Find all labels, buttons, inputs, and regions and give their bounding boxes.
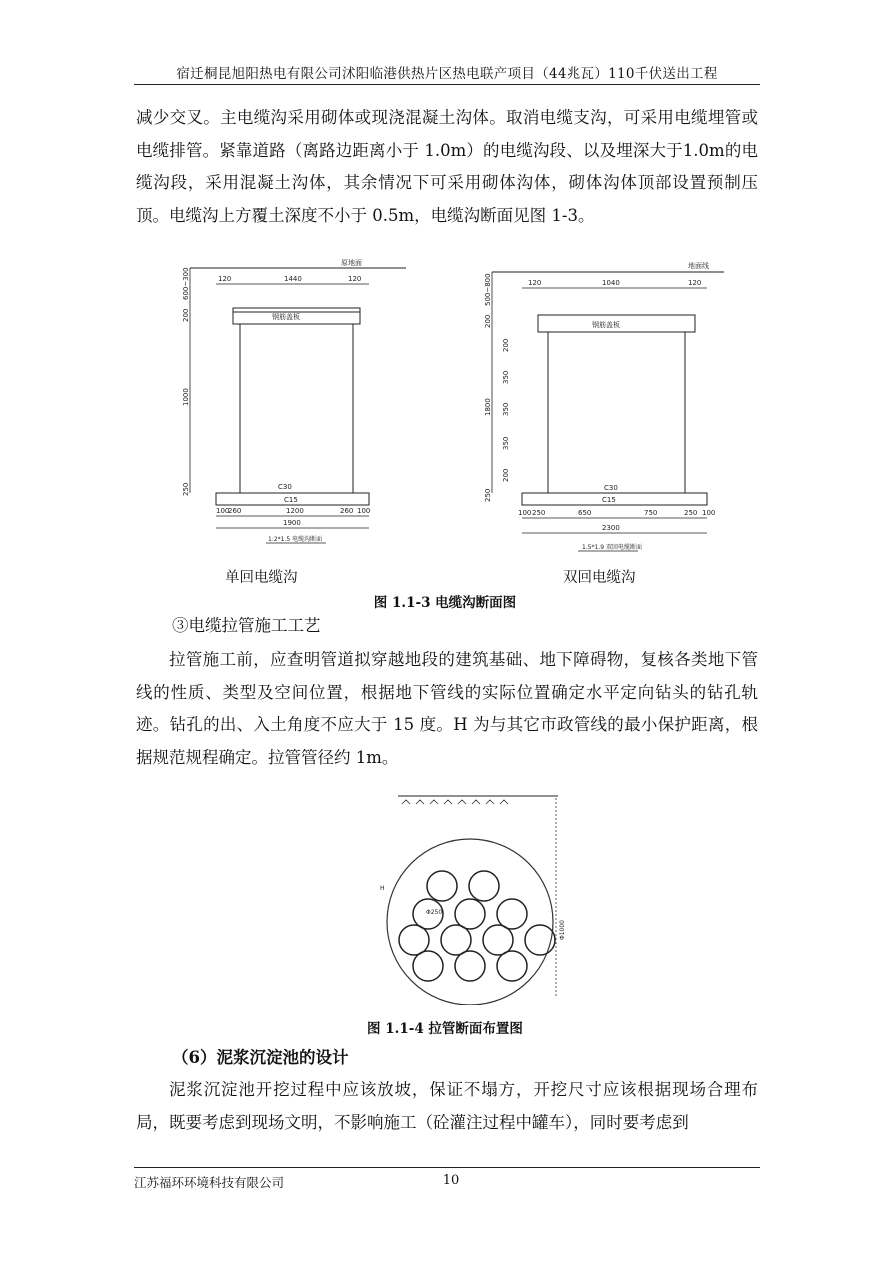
pipe-circle	[483, 925, 513, 955]
dim-left-2: 200	[182, 308, 190, 322]
dim-left-9: 250	[484, 488, 492, 502]
dim-bottom-6: 100	[702, 509, 716, 517]
dim-left-1: 500~800	[484, 273, 492, 306]
dim-bottom-3: 1200	[286, 507, 304, 515]
dim-top-2: 1040	[602, 279, 620, 287]
pipe-label: Φ250	[426, 909, 443, 916]
ground-label: 地面线	[688, 262, 709, 270]
dim-left-8: 1800	[484, 398, 492, 416]
body-paragraph-1: 减少交叉。主电缆沟采用砌体或现浇混凝土沟体。取消电缆支沟，可采用电缆埋管或电缆排管。紧靠道路（离路边距离小于 1.0m）的电缆沟段、以及埋深大于1.0m的电缆沟段，采用混凝土沟体，其余情况下可采用砌体沟体，砌体沟体顶部设置预制压顶。电缆沟上方覆土深度不小于 0.5m，电缆沟断面见图 1-3。	[136, 108, 758, 225]
dim-top-1: 120	[218, 275, 232, 283]
page-header: 宿迁桐昆旭阳热电有限公司沭阳临港供热片区热电联产项目（44兆瓦）110千伏送出工程	[176, 66, 718, 82]
dim-left-3: 1000	[182, 388, 190, 406]
cover-label: 钢筋盖板	[592, 321, 620, 329]
dim-left-4: 250	[182, 482, 190, 496]
dim-top-2: 1440	[284, 275, 302, 283]
dim-bottom-3: 650	[578, 509, 592, 517]
double-trench-drawing	[478, 256, 744, 569]
body-paragraph-3: 泥浆沉淀池开挖过程中应该放坡，保证不塌方，开挖尺寸应该根据现场合理布局，既要考虑到现场文明，不影响施工（砼灌注过程中罐车），同时要考虑到	[136, 1080, 758, 1132]
dim-left-1: 600~300	[182, 267, 190, 300]
base-label: C15	[602, 496, 616, 504]
cover-label: 钢筋盖板	[272, 313, 300, 321]
pipe-circle	[455, 899, 485, 929]
pipe-circle	[497, 951, 527, 981]
double-trench-label: 双回电缆沟	[563, 570, 636, 586]
total-width: 1900	[283, 519, 301, 527]
figure-caption-2: 图 1.1-4 拉管断面布置图	[367, 1021, 523, 1037]
dim-top-1: 120	[528, 279, 542, 287]
pipe-circle	[469, 871, 499, 901]
scale-note: 1.5*1.9 双回电缆断面	[582, 544, 642, 551]
dim-bottom-1: 100	[216, 507, 230, 515]
total-width: 2300	[602, 524, 620, 532]
dim-bottom-4: 260	[340, 507, 354, 515]
concrete-label: C30	[278, 483, 292, 491]
dim-bottom-4: 750	[644, 509, 658, 517]
pipe-circle	[455, 951, 485, 981]
dim-left-5: 350	[502, 402, 510, 416]
dim-left-4: 350	[502, 370, 510, 384]
figure-caption-1: 图 1.1-3 电缆沟断面图	[373, 595, 517, 611]
body-paragraph-2: 拉管施工前，应查明管道拟穿越地段的建筑基础、地下障碍物，复核各类地下管线的性质、类型及空间位置，根据地下管线的实际位置确定水平定向钻头的钻孔轨迹。钻孔的出、入土角度不应大于 15 度。H 为与其它市政管线的最小保护距离，根据规范规程确定。拉管管径约 1m。	[136, 650, 758, 767]
pipe-circle	[413, 951, 443, 981]
dim-left-2: 200	[484, 314, 492, 328]
dim-top-3: 120	[688, 279, 702, 287]
dim-left-6: 350	[502, 436, 510, 450]
dim-bottom-2: 250	[532, 509, 546, 517]
concrete-label: C30	[604, 484, 618, 492]
ground-label: 原地面	[341, 259, 362, 267]
dim-bottom-5: 100	[357, 507, 371, 515]
outer-diameter-label: Φ1000	[559, 920, 566, 940]
dim-bottom-2: 260	[228, 507, 242, 515]
footer-company: 江苏福环环境科技有限公司	[134, 1175, 285, 1190]
pipe-section-drawing	[370, 790, 570, 1005]
dim-left-3: 200	[502, 338, 510, 352]
scale-note: 1:2*1.5 电缆沟断面	[268, 536, 323, 543]
single-trench-drawing	[176, 256, 412, 551]
dim-bottom-5: 250	[684, 509, 698, 517]
dim-left-7: 200	[502, 468, 510, 482]
page-number: 10	[442, 1173, 460, 1188]
section-heading-3: ③电缆拉管施工工艺	[172, 616, 321, 635]
single-trench-label: 单回电缆沟	[225, 570, 298, 586]
header-rule	[134, 84, 760, 85]
dim-bottom-1: 100	[518, 509, 532, 517]
base-label: C15	[284, 496, 298, 504]
pipe-circle	[497, 899, 527, 929]
pipe-circle	[399, 925, 429, 955]
section-heading-6: （6）泥浆沉淀池的设计	[172, 1048, 349, 1067]
dim-top-3: 120	[348, 275, 362, 283]
footer-rule	[134, 1167, 760, 1168]
depth-label: H	[380, 885, 385, 892]
pipe-circle	[441, 925, 471, 955]
pipe-group	[399, 871, 555, 981]
pipe-circle	[427, 871, 457, 901]
